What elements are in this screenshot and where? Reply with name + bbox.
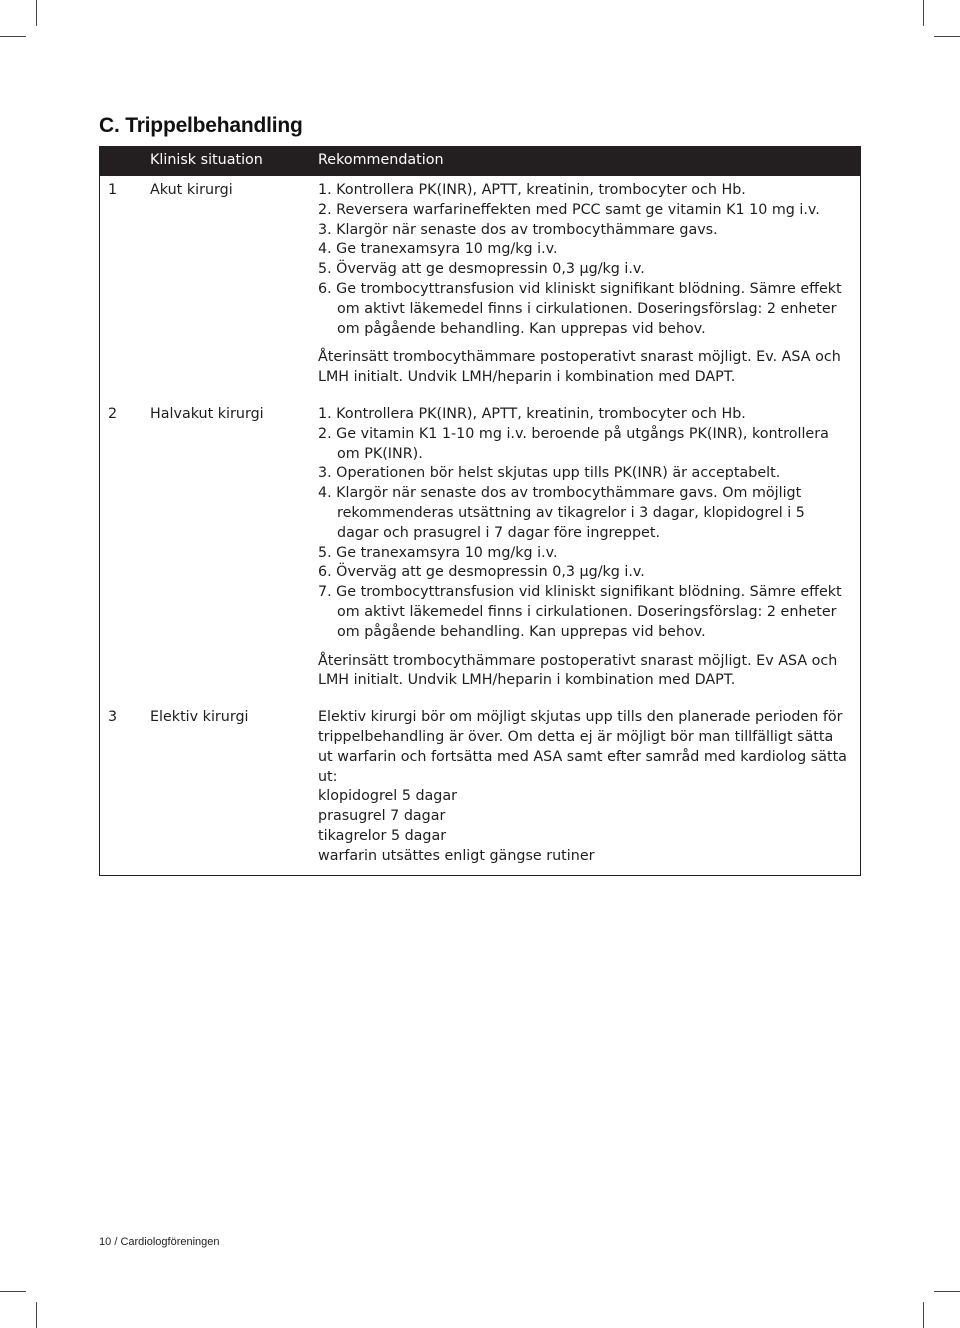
crop-mark xyxy=(0,36,26,37)
row-situation: Elektiv kirurgi xyxy=(150,709,249,726)
recommendation-line: prasugrel 7 dagar xyxy=(318,808,446,825)
row-recommendation xyxy=(318,176,861,400)
page-number: 10 xyxy=(99,1236,112,1248)
header-situation: Klinisk situation xyxy=(150,146,318,176)
list-item: 4. Klargör när senaste dos av trombocythämmare gavs. Om möjligt rekommenderas utsättning av tikagrelor i 3 dagar, klopidogrel i 5 dagar och prasugrel i 7 dagar före ingreppet. xyxy=(318,485,805,541)
row-number: 1 xyxy=(108,182,118,198)
list-item: 7. Ge trombocyttransfusion vid kliniskt signifikant blödning. Sämre effekt om aktivt läkemedel finns i cirkulationen. Doseringsförslag: 2 enheter om pågående behandling. Kan upprepas vid behov. xyxy=(318,584,842,640)
footer-separator: / xyxy=(114,1236,118,1248)
crop-mark xyxy=(923,0,924,26)
table-header-row xyxy=(100,146,861,176)
crop-mark xyxy=(934,1291,960,1292)
header-number-cell xyxy=(100,146,151,176)
row-recommendation xyxy=(318,703,861,875)
row-situation: Akut kirurgi xyxy=(150,182,233,198)
page-title: C. Trippelbehandling xyxy=(99,114,303,137)
row-note: Återinsätt trombocythämmare postoperativt snarast möjligt. Ev. ASA och LMH initialt. Undvik LMH/heparin i kombination med DAPT. xyxy=(318,349,841,386)
recommendation-text: Elektiv kirurgi bör om möjligt skjutas upp tills den planerade perioden för trippelbehandling är över. Om detta ej är möjligt bör man tillfälligt sätta ut warfarin och fortsätta med ASA samt efter samråd med kardiolog sätta ut: xyxy=(318,709,847,785)
row-recommendation xyxy=(318,400,861,703)
crop-mark xyxy=(36,1302,37,1328)
list-item: 5. Överväg att ge desmopressin 0,3 µg/kg i.v. xyxy=(318,261,645,278)
list-item: 6. Ge trombocyttransfusion vid kliniskt signifikant blödning. Sämre effekt om aktivt läkemedel finns i cirkulationen. Doseringsförslag: 2 enheter om pågående behandling. Kan upprepas vid behov. xyxy=(318,280,842,337)
footer-organization: Cardiologföreningen xyxy=(120,1236,220,1248)
list-item: 6. Överväg att ge desmopressin 0,3 µg/kg i.v. xyxy=(318,564,645,581)
header-recommendation: Rekommendation xyxy=(318,146,861,176)
list-item: 4. Ge tranexamsyra 10 mg/kg i.v. xyxy=(318,241,558,258)
list-item: 3. Klargör när senaste dos av trombocythämmare gavs. xyxy=(318,221,718,238)
row-situation: Halvakut kirurgi xyxy=(150,405,264,422)
table-row xyxy=(100,703,861,875)
list-item: 2. Reversera warfarineffekten med PCC samt ge vitamin K1 10 mg i.v. xyxy=(318,201,820,218)
recommendation-line: warfarin utsättes enligt gängse rutiner xyxy=(318,847,595,864)
row-number: 2 xyxy=(108,405,118,422)
page-footer xyxy=(99,1236,220,1248)
crop-mark xyxy=(923,1302,924,1328)
recommendation-list xyxy=(318,405,850,643)
table-row xyxy=(100,176,861,400)
crop-mark xyxy=(36,0,37,26)
crop-mark xyxy=(0,1291,26,1292)
list-item: 3. Operationen bör helst skjutas upp tills PK(INR) är acceptabelt. xyxy=(318,465,781,482)
row-number: 3 xyxy=(108,709,118,726)
recommendation-list xyxy=(318,181,850,339)
list-item: 1. Kontrollera PK(INR), APTT, kreatinin, trombocyter och Hb. xyxy=(318,182,746,198)
recommendation-line: tikagrelor 5 dagar xyxy=(318,827,447,844)
table-row xyxy=(100,400,861,703)
crop-mark xyxy=(934,36,960,37)
recommendation-line: klopidogrel 5 dagar xyxy=(318,788,458,805)
list-item: 5. Ge tranexamsyra 10 mg/kg i.v. xyxy=(318,544,558,561)
recommendation-table xyxy=(99,146,861,876)
row-note: Återinsätt trombocythämmare postoperativt snarast möjligt. Ev ASA och LMH initialt. Undvik LMH/heparin i kombination med DAPT. xyxy=(318,652,838,689)
list-item: 2. Ge vitamin K1 1-10 mg i.v. beroende på utgångs PK(INR), kontrollera om PK(INR). xyxy=(318,425,829,462)
list-item: 1. Kontrollera PK(INR), APTT, kreatinin, trombocyter och Hb. xyxy=(318,405,746,422)
